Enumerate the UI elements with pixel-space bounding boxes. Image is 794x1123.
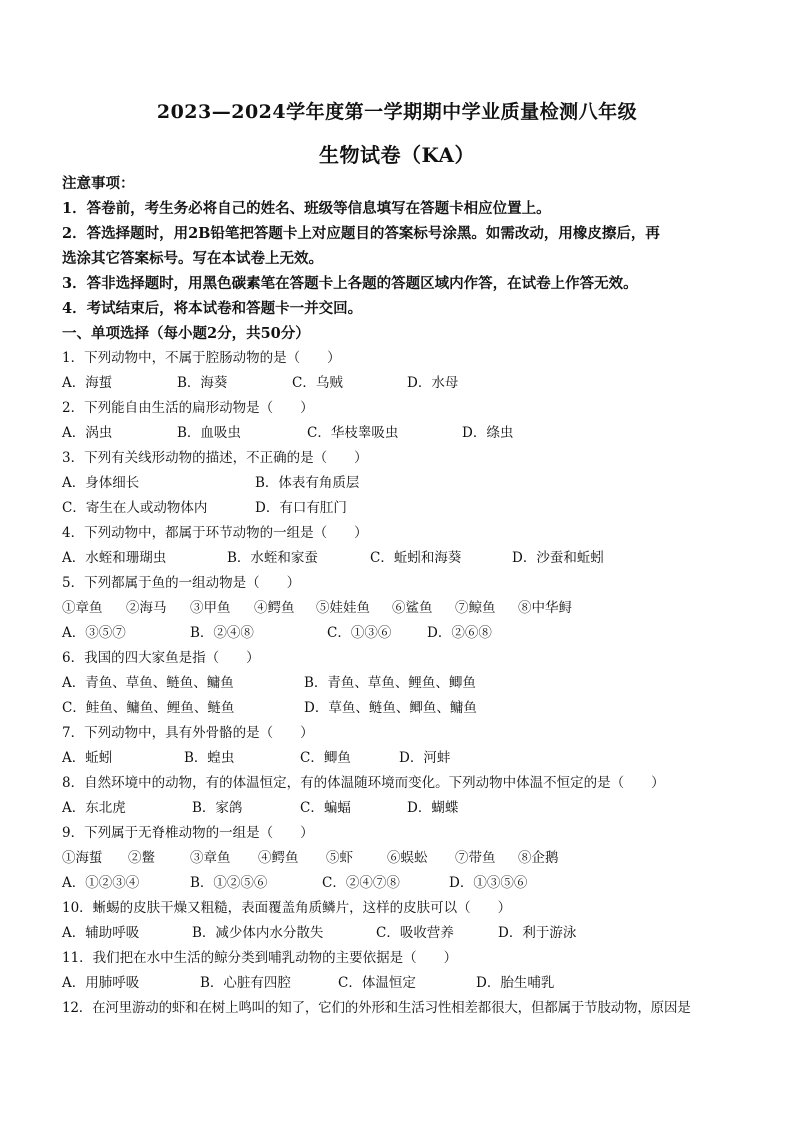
option-a: A．蚯蚓 bbox=[62, 750, 113, 766]
question-stem: 5．下列都属于鱼的一组动物是（ ） bbox=[62, 575, 301, 591]
question-stem: 11．我们把在水中生活的鲸分类到哺乳动物的主要依据是（ ） bbox=[62, 950, 458, 966]
option-a: A．东北虎 bbox=[62, 800, 126, 816]
question-options bbox=[62, 621, 742, 646]
option-a: A．青鱼、草鱼、鲢鱼、鳙鱼 bbox=[62, 675, 234, 691]
option-c: C．体温恒定 bbox=[338, 975, 416, 991]
item: ②鳖 bbox=[128, 850, 155, 866]
question-items bbox=[62, 596, 742, 621]
question-items bbox=[62, 846, 742, 871]
item: ③章鱼 bbox=[190, 850, 231, 866]
option-a: A．①②③④ bbox=[62, 875, 140, 891]
question-options bbox=[62, 971, 742, 996]
notice-item-2: 2．答选择题时，用2B铅笔把答题卡上对应题目的答案标号涂黑。如需改动，用橡皮擦后，再 bbox=[62, 225, 660, 242]
option-b: B．蝗虫 bbox=[184, 750, 235, 766]
question-stem: 6．我国的四大家鱼是指（ ） bbox=[62, 650, 260, 666]
exam-title: 2023—2024学年度第一学期期中学业质量检测八年级 bbox=[156, 101, 638, 123]
question-options bbox=[62, 921, 742, 946]
question-list bbox=[62, 321, 742, 1021]
question-options bbox=[62, 546, 742, 571]
option-d: D．河蚌 bbox=[399, 750, 451, 766]
notice-item-3: 3．答非选择题时，用黑色碳素笔在答题卡上各题的答题区域内作答，在试卷上作答无效。 bbox=[62, 275, 638, 292]
option-c: C．华枝睾吸虫 bbox=[307, 425, 399, 441]
option-c: C．蝙蝠 bbox=[300, 800, 351, 816]
item: ⑧中华鲟 bbox=[518, 600, 572, 616]
item: ④鳄鱼 bbox=[258, 850, 299, 866]
option-d: D．①③⑤⑥ bbox=[449, 875, 528, 891]
option-a: A．海蜇 bbox=[62, 375, 113, 391]
item: ⑤娃娃鱼 bbox=[316, 600, 370, 616]
option-d: D．利于游泳 bbox=[498, 925, 577, 941]
option-a: A．涡虫 bbox=[62, 425, 113, 441]
option-d: D．蝴蝶 bbox=[407, 800, 459, 816]
option-c: C．吸收营养 bbox=[376, 925, 454, 941]
question-stem: 2．下列能自由生活的扁形动物是（ ） bbox=[62, 400, 314, 416]
question-options bbox=[62, 796, 742, 821]
item: ⑥鲨鱼 bbox=[392, 600, 433, 616]
option-b: B．海葵 bbox=[177, 375, 228, 391]
section-heading: 一、单项选择（每小题2分，共50分） bbox=[62, 325, 310, 342]
item: ④鳄鱼 bbox=[254, 600, 295, 616]
item: ⑤虾 bbox=[326, 850, 353, 866]
question-options bbox=[62, 746, 742, 771]
item: ⑧企鹅 bbox=[518, 850, 559, 866]
notice-heading: 注意事项： bbox=[62, 175, 135, 192]
question-stem: 10．蜥蜴的皮肤干燥又粗糙，表面覆盖角质鳞片，这样的皮肤可以（ ） bbox=[62, 900, 512, 916]
notice-item-4: 4．考试结束后，将本试卷和答题卡一并交回。 bbox=[62, 300, 363, 317]
option-b: B．①②⑤⑥ bbox=[190, 875, 268, 891]
notice-block bbox=[62, 171, 742, 321]
option-b: B．减少体内水分散失 bbox=[192, 925, 324, 941]
item: ⑥蜈蚣 bbox=[387, 850, 428, 866]
option-c: C．②④⑦⑧ bbox=[322, 875, 400, 891]
question-options bbox=[62, 471, 742, 496]
question-stem: 7．下列动物中，具有外骨骼的是（ ） bbox=[62, 725, 314, 741]
question-options bbox=[62, 496, 742, 521]
option-c: C．寄生在人或动物体内 bbox=[62, 500, 208, 516]
option-b: B．心脏有四腔 bbox=[200, 975, 291, 991]
option-b: B．水蛭和家蚕 bbox=[227, 550, 318, 566]
option-d: D．绦虫 bbox=[462, 425, 514, 441]
question-stem: 3．下列有关线形动物的描述，不正确的是（ ） bbox=[62, 450, 368, 466]
option-c: C．鲫鱼 bbox=[300, 750, 351, 766]
option-b: B．家鸽 bbox=[192, 800, 243, 816]
question-stem: 4．下列动物中，都属于环节动物的一组是（ ） bbox=[62, 525, 368, 541]
exam-subtitle: 生物试卷（KA） bbox=[318, 143, 476, 167]
option-b: B．青鱼、草鱼、鲤鱼、鲫鱼 bbox=[304, 675, 476, 691]
item: ③甲鱼 bbox=[190, 600, 231, 616]
option-d: D．胎生哺乳 bbox=[476, 975, 555, 991]
question-stem: 8．自然环境中的动物，有的体温恒定，有的体温随环境而变化。下列动物中体温不恒定的是（ ） bbox=[62, 775, 665, 791]
option-b: B．体表有角质层 bbox=[255, 475, 360, 491]
option-c: C．①③⑥ bbox=[327, 625, 392, 641]
option-d: D．水母 bbox=[407, 375, 459, 391]
option-b: B．②④⑧ bbox=[190, 625, 254, 641]
option-d: D．②⑥⑧ bbox=[427, 625, 492, 641]
question-stem: 12．在河里游动的虾和在树上鸣叫的知了，它们的外形和生活习性相差都很大，但都属于节肢动物，原因是 bbox=[62, 1000, 691, 1016]
notice-item-2-cont: 选涂其它答案标号。写在本试卷上无效。 bbox=[62, 250, 323, 267]
notice-item-1: 1．答卷前，考生务必将自己的姓名、班级等信息填写在答题卡相应位置上。 bbox=[62, 200, 551, 217]
option-a: A．水蛭和珊瑚虫 bbox=[62, 550, 167, 566]
question-options bbox=[62, 421, 742, 446]
item: ①海蜇 bbox=[62, 850, 103, 866]
item: ⑦鲸鱼 bbox=[455, 600, 496, 616]
option-a: A．身体细长 bbox=[62, 475, 140, 491]
question-stem: 9．下列属于无脊椎动物的一组是（ ） bbox=[62, 825, 314, 841]
option-b: B．血吸虫 bbox=[177, 425, 241, 441]
item: ⑦带鱼 bbox=[455, 850, 496, 866]
option-c: C．蚯蚓和海葵 bbox=[370, 550, 462, 566]
question-stem: 1．下列动物中，不属于腔肠动物的是（ ） bbox=[62, 350, 341, 366]
option-c: C．鲑鱼、鳙鱼、鲤鱼、鲢鱼 bbox=[62, 700, 235, 716]
option-d: D．草鱼、鲢鱼、鲫鱼、鳙鱼 bbox=[304, 700, 477, 716]
question-options bbox=[62, 371, 742, 396]
item: ②海马 bbox=[126, 600, 167, 616]
option-d: D．沙蚕和蚯蚓 bbox=[512, 550, 604, 566]
item: ①章鱼 bbox=[62, 600, 103, 616]
option-a: A．辅助呼吸 bbox=[62, 925, 140, 941]
option-d: D．有口有肛门 bbox=[255, 500, 347, 516]
option-a: A．用肺呼吸 bbox=[62, 975, 140, 991]
question-options bbox=[62, 696, 742, 721]
option-c: C．乌贼 bbox=[292, 375, 343, 391]
question-options bbox=[62, 871, 742, 896]
question-options bbox=[62, 671, 742, 696]
option-a: A．③⑤⑦ bbox=[62, 625, 126, 641]
